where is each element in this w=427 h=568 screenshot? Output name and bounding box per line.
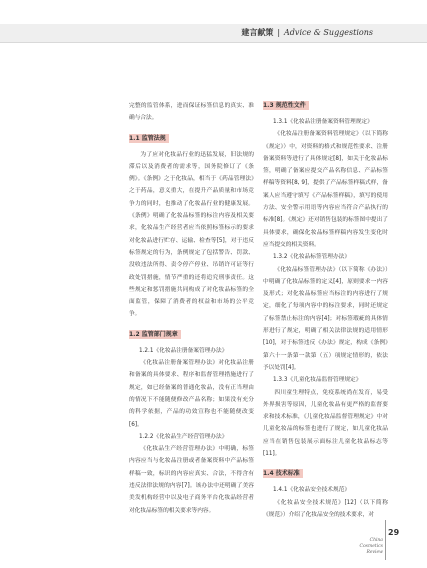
subsection-title-1-3-2: 1.3.2《化妆品标签管理办法》: [273, 254, 351, 261]
subsection-title-1-3-3: 1.3.3《儿童化妆品监督管理规定》: [273, 377, 362, 384]
subsection-1-2-1-paragraph: 《化妆品注册备案管理办法》对化妆品注册和备案的具体要求、程序和监督管理措施进行了规定，如已经备案的普通化妆品，没有正当理由的情况下不能随便修改产品名称；如果没有充分的科学依据，产品的功效宣称也不能随便改变[6]。: [129, 360, 254, 428]
header-title-en: Advice & Suggestions: [284, 28, 373, 37]
subsection-1-3-3-paragraph: 四川童生理特点，免疫系统尚在发育，易受外界损害等原因，儿童化妆品有更严格的监督要求和技术标准，《儿童化妆品监督管理规定》中对儿童化妆品的标签也进行了规定，如儿童化妆品应当在销售包装展示面标注儿童化妆品标志等[11]。: [263, 389, 388, 458]
section-title-1-4: 1.4 技术标准: [263, 469, 303, 478]
subsection-title-1-2-1: 1.2.1《化妆品注册备案管理办法》: [139, 347, 228, 354]
subsection-1-2-2-paragraph: 《化妆品生产经营管理办法》中明确，标签内容应当与化妆品注册或者备案资料中产品标签样稿一致，标识的内容应真实、合法，不得含有违反法律法规的内容[7]。该办法中还明确了美容美发机构经营中以及电子商务平台化妆品经营者对化妆品标签的相关要求等内容。: [129, 446, 254, 514]
intro-paragraph: 完整的监管体系，进而保证标签信息的真实、准确与合法。: [129, 103, 254, 122]
subsection-1-4-1-paragraph: 《化妆品安全技术规范》[12]（以下简称《规范》）介绍了化妆品安全的技术要求，对: [263, 499, 388, 518]
left-column: [129, 100, 254, 517]
publication-name: China Cosmetics Review: [359, 538, 383, 555]
section-1-1-paragraph: 为了应对化妆品行业的迅猛发展，旧法规的滞后以及消费者的需求等，国务院修订了《条例》。《条例》之于化妆品，相当于《药品管理法》之于药品，意义重大，在提升产品质量和市场竞争力的同时，也推动了化妆品行业的健康发展。《条例》明确了化妆品标签的标注内容及相关要求，化妆品生产经营者应当依照标签标示的要求对化妆品进行贮存、运输、检查等[5]，对于违反标签规定的行为，条例规定了包括警告、罚款、没收违法所得、责令停产停业、吊销许可证等行政处罚措施，情节严重的还将追究刑事责任。这些规定和惩罚措施共同构成了对化妆品标签的全面监管，保障了消费者的权益和市场的公平竞争。: [129, 151, 254, 318]
header-separator: |: [277, 28, 281, 37]
right-column: [263, 100, 388, 521]
header-title-cn: 建言献策: [241, 28, 274, 37]
running-header: [241, 27, 373, 39]
subsection-title-1-4-1: 1.4.1《化妆品安全技术规范》: [273, 487, 351, 494]
page-number: 29: [388, 528, 400, 537]
header-divider: [0, 42, 427, 43]
footer-divider: [385, 520, 386, 560]
section-title-1-1: 1.1 监管法规: [129, 134, 169, 143]
section-title-1-2: 1.2 监管部门规章: [129, 330, 181, 339]
section-title-1-3: 1.3 规范性文件: [263, 101, 309, 110]
subsection-title-1-2-2: 1.2.2《化妆品生产经营管理办法》: [139, 433, 228, 440]
subsection-1-3-1-paragraph: 《化妆品注册备案资料管理规定》（以下简称《规定》）中，对资料的格式和规范性要求、注册备案资料等进行了具体规定[8]，如关于化妆品标签，明确了备案应提交产品名称信息、产品标签样稿等资料[8, 9]，提供了产品标签样稿式样，备案人应当遵守填写《产品标签样稿》，填写的使用方法、安全警示用语等内容应当符合产品执行的标准[8]。《规定》还对销售包装的标签图中提出了具体要求，确保化妆品标签样稿内容发生变化时应当提交的相关资料。: [263, 131, 388, 248]
subsection-title-1-3-1: 1.3.1《化妆品注册备案资料管理规定》: [273, 119, 373, 125]
subsection-1-3-2-paragraph: 《化妆品标签管理办法》（以下简称《办法》）中明确了化妆品标签的定义[4]，原则要求一内容及形式；对化妆品标签应当标注的内容进行了规定，细化了每项内容中的标注要求，同时还规定了标签禁止标注的内容[4]；对标签瑕疵的具体情形进行了规定，明确了相关法律法规的适用情形[10]，对于标签违反《办法》规定，构成《条例》第六十一条第一款第（五）项规定情形的，依法予以处罚[4]。: [263, 266, 388, 371]
